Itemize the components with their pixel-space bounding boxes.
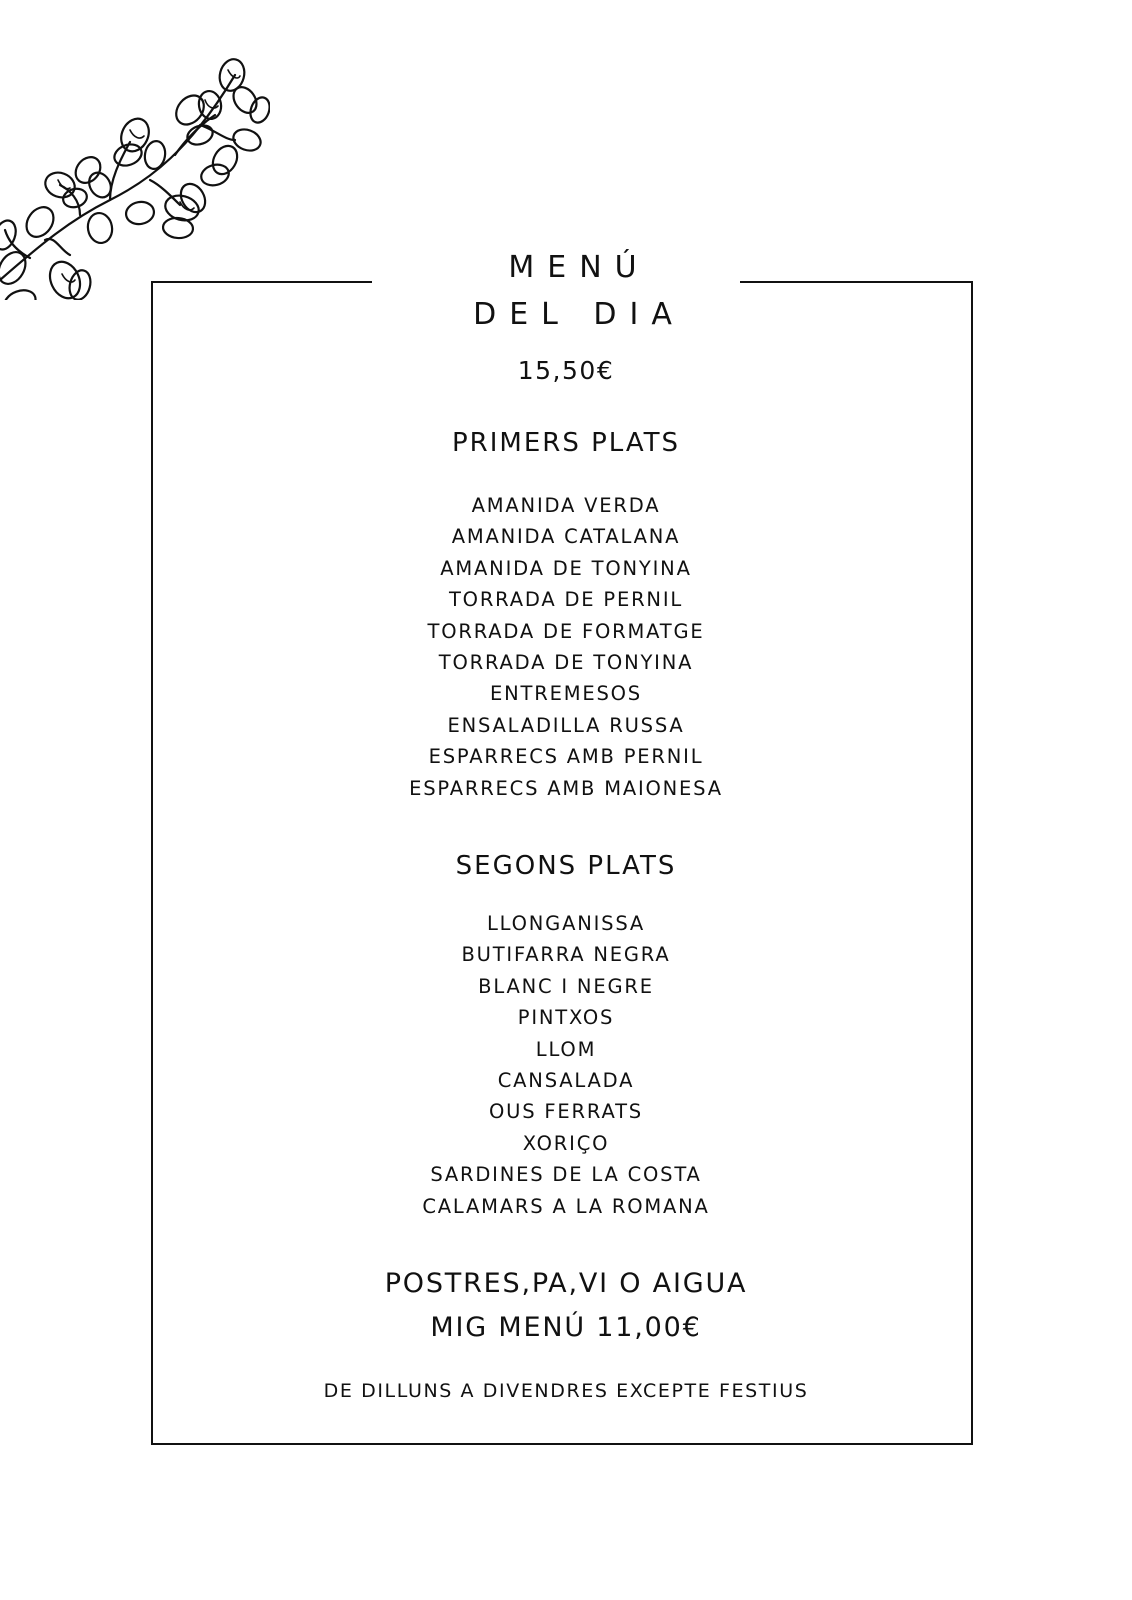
dish-item: OUS FERRATS [489,1100,643,1124]
dish-item: PINTXOS [517,1006,615,1030]
dish-item: ENTREMESOS [490,682,642,706]
dish-item: AMANIDA DE TONYINA [440,556,692,580]
included-extras: POSTRES,PA,VI O AIGUA [384,1268,748,1299]
dish-item: CANSALADA [497,1068,635,1092]
dish-item: LLONGANISSA [486,912,645,935]
segons-plats-list [0,908,1132,1222]
menu-subtitle: DEL DIA [473,297,685,332]
availability-note: DE DILLUNS A DIVENDRES EXCEPTE FESTIUS [323,1380,809,1402]
dish-item: TORRADA DE FORMATGE [427,619,705,643]
dish-item: BLANC I NEGRE [478,974,654,998]
menu-price: 15,50€ [517,356,615,385]
dish-item: ESPARRECS AMB MAIONESA [409,776,723,800]
dish-item: ENSALADILLA RUSSA [447,713,685,737]
dish-item: SARDINES DE LA COSTA [430,1163,702,1187]
dish-item: XORIÇO [522,1131,610,1155]
menu-title: MENÚ [508,250,650,285]
dish-item: TORRADA DE TONYINA [438,650,694,674]
segons-plats-heading: SEGONS PLATS [455,851,677,881]
primers-plats-list [0,490,1132,804]
dish-item: BUTIFARRA NEGRA [461,943,671,967]
dish-item: ESPARRECS AMB PERNIL [428,745,704,769]
dish-item: CALAMARS A LA ROMANA [422,1194,710,1218]
primers-plats-heading: PRIMERS PLATS [451,428,681,458]
dish-item: AMANIDA CATALANA [451,525,681,549]
half-menu-price: MIG MENÚ 11,00€ [430,1312,702,1343]
dish-item: LLOM [535,1037,597,1061]
dish-item: TORRADA DE PERNIL [448,588,684,612]
dish-item: AMANIDA VERDA [471,494,661,517]
